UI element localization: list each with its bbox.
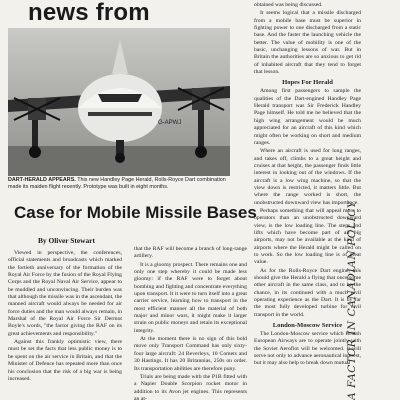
paragraph: Perhaps something that will appeal more to operators than an unobstructed downward view, is the low loading line. The steps and lifts which have become part of all big airports, may not be available at the kind of airports where the Herald might be called on to work. So the low loading line is of great value.: [254, 207, 361, 266]
paragraph: It seems logical that a missile discharged from a mobile base must be superior in fighting power to one discharged from a static base. And the faster the launching vehicle the better. The value of mobility is one of the basic, unchanging lessons of war. But in Britain the authorities are so anxious to get rid of inhabited aircraft that they tend to forget that lesson.: [254, 10, 361, 76]
article-column-2: [134, 246, 247, 400]
paragraph: Among first passengers to sample the qualities of the Dart-engined Handley Page Herald transport was Sir Frederick Handley Page himself. He told me he believed that the high wing arrangement would be much appreciated for an aircraft of this kind which might often be working on short and medium ranges.: [254, 88, 361, 146]
aircraft-registration: G-APWJ: [158, 120, 182, 126]
article-title: Case for Mobile Missile Bases: [14, 203, 257, 222]
aircraft-photo: [8, 28, 230, 176]
subheading-hopes-for-herald: Hopes For Herald: [282, 79, 333, 87]
paragraph: As for the Rolls-Royce Dart engine, this should give the Herald a flying that once some other aircraft in the same class, and to be the chance, in its continued with a much civil operating experience as the Dart. It is by far the most fully developed turbine for civil transport in the world.: [254, 267, 361, 318]
masthead: news from: [28, 0, 150, 26]
paragraph: Viewed in perspective, the conferences, official statements and broadcasts which marked the fortieth anniversary of the formation of the Royal Air Force by the fusion of the Royal Flying Corps and the Royal Naval Air Service, appear to be muddled and unconvincing. Their burden was that although the missile was in the ascendant, the manned aircraft would always be needed for air force duties and the man would always remain, in Marshal of the Royal Air Force Sir Dermot Boyle's words, "the factor giving the RAF on its great achievements and responsibility.": [8, 250, 122, 337]
paragraph: Trials are being made with the P1B fitted with a Napier Double Scorpion rocket motor in addition to its Avon jet engines. This represents an at-: [134, 373, 247, 400]
paragraph: It is a gloomy prospect. There remains one and only one step whereby it could be made less gloomy: if the RAF were to forget about bombing and fighting and concentrate everything upon transport. It it were to turn itself into a great carrier service, learning how to transport in the most efficient manner all the material of both major and minor wars, it might make it larger strain on public moneys and retain its exceptional integrity.: [134, 261, 247, 334]
paragraph: that the RAF will become a branch of long-range artillery.: [134, 246, 247, 260]
paragraph: At the moment there is no sign of this bold move only Transport Command has only sixty-four large aircraft: 24 Beverleys, 10 Comets and 30 Hastings. It has 20 Britannias, 250s on order. Its transportation abilities are therefore puny.: [134, 336, 247, 372]
photo-caption: [8, 177, 232, 191]
paragraph: Where an aircraft is used for long ranges, and takes off, climbs to a great height and cruises at that height, the passenger finds little interest in looking out of the windows. If the aircraft is a low wing machine, so that the view down is restricted, it matters little. But where the range worked is short, the unobstructed downward view has importance.: [254, 148, 361, 206]
handwritten-margin-note: A FACTOR IN CANADIAN POLICY: [346, 200, 358, 400]
byline: By Oliver Stewart: [38, 236, 95, 245]
paragraph: The London-Moscow service which British European Airways are to operate jointly with the Soviet Aeroflot will be welcomed. It will serve not only to advance aeronautical interest, but it may also help to break down mutual: [254, 331, 361, 367]
subheading-london-moscow: London-Moscow Service: [272, 322, 343, 330]
caption-lead: DART-HERALD APPEARS.: [8, 177, 76, 183]
article-column-1: [8, 250, 122, 400]
paragraph: Against this frankly optimistic view, there must be set the facts that less public money is to be spent on the air service in Britain, and that the Minister of Defence has repeated more than once his conclusion that the risk of a big war is being increased.: [8, 339, 122, 382]
caption-text: This new Handley Page Herald, Rolls-Royce Dart combination made its maiden flight recently. Prototype was built in eight months.: [8, 177, 226, 190]
herald-aircraft-image: [8, 28, 230, 176]
article-column-3: [254, 2, 361, 400]
paragraph: obtained was being discussed.: [254, 2, 323, 8]
